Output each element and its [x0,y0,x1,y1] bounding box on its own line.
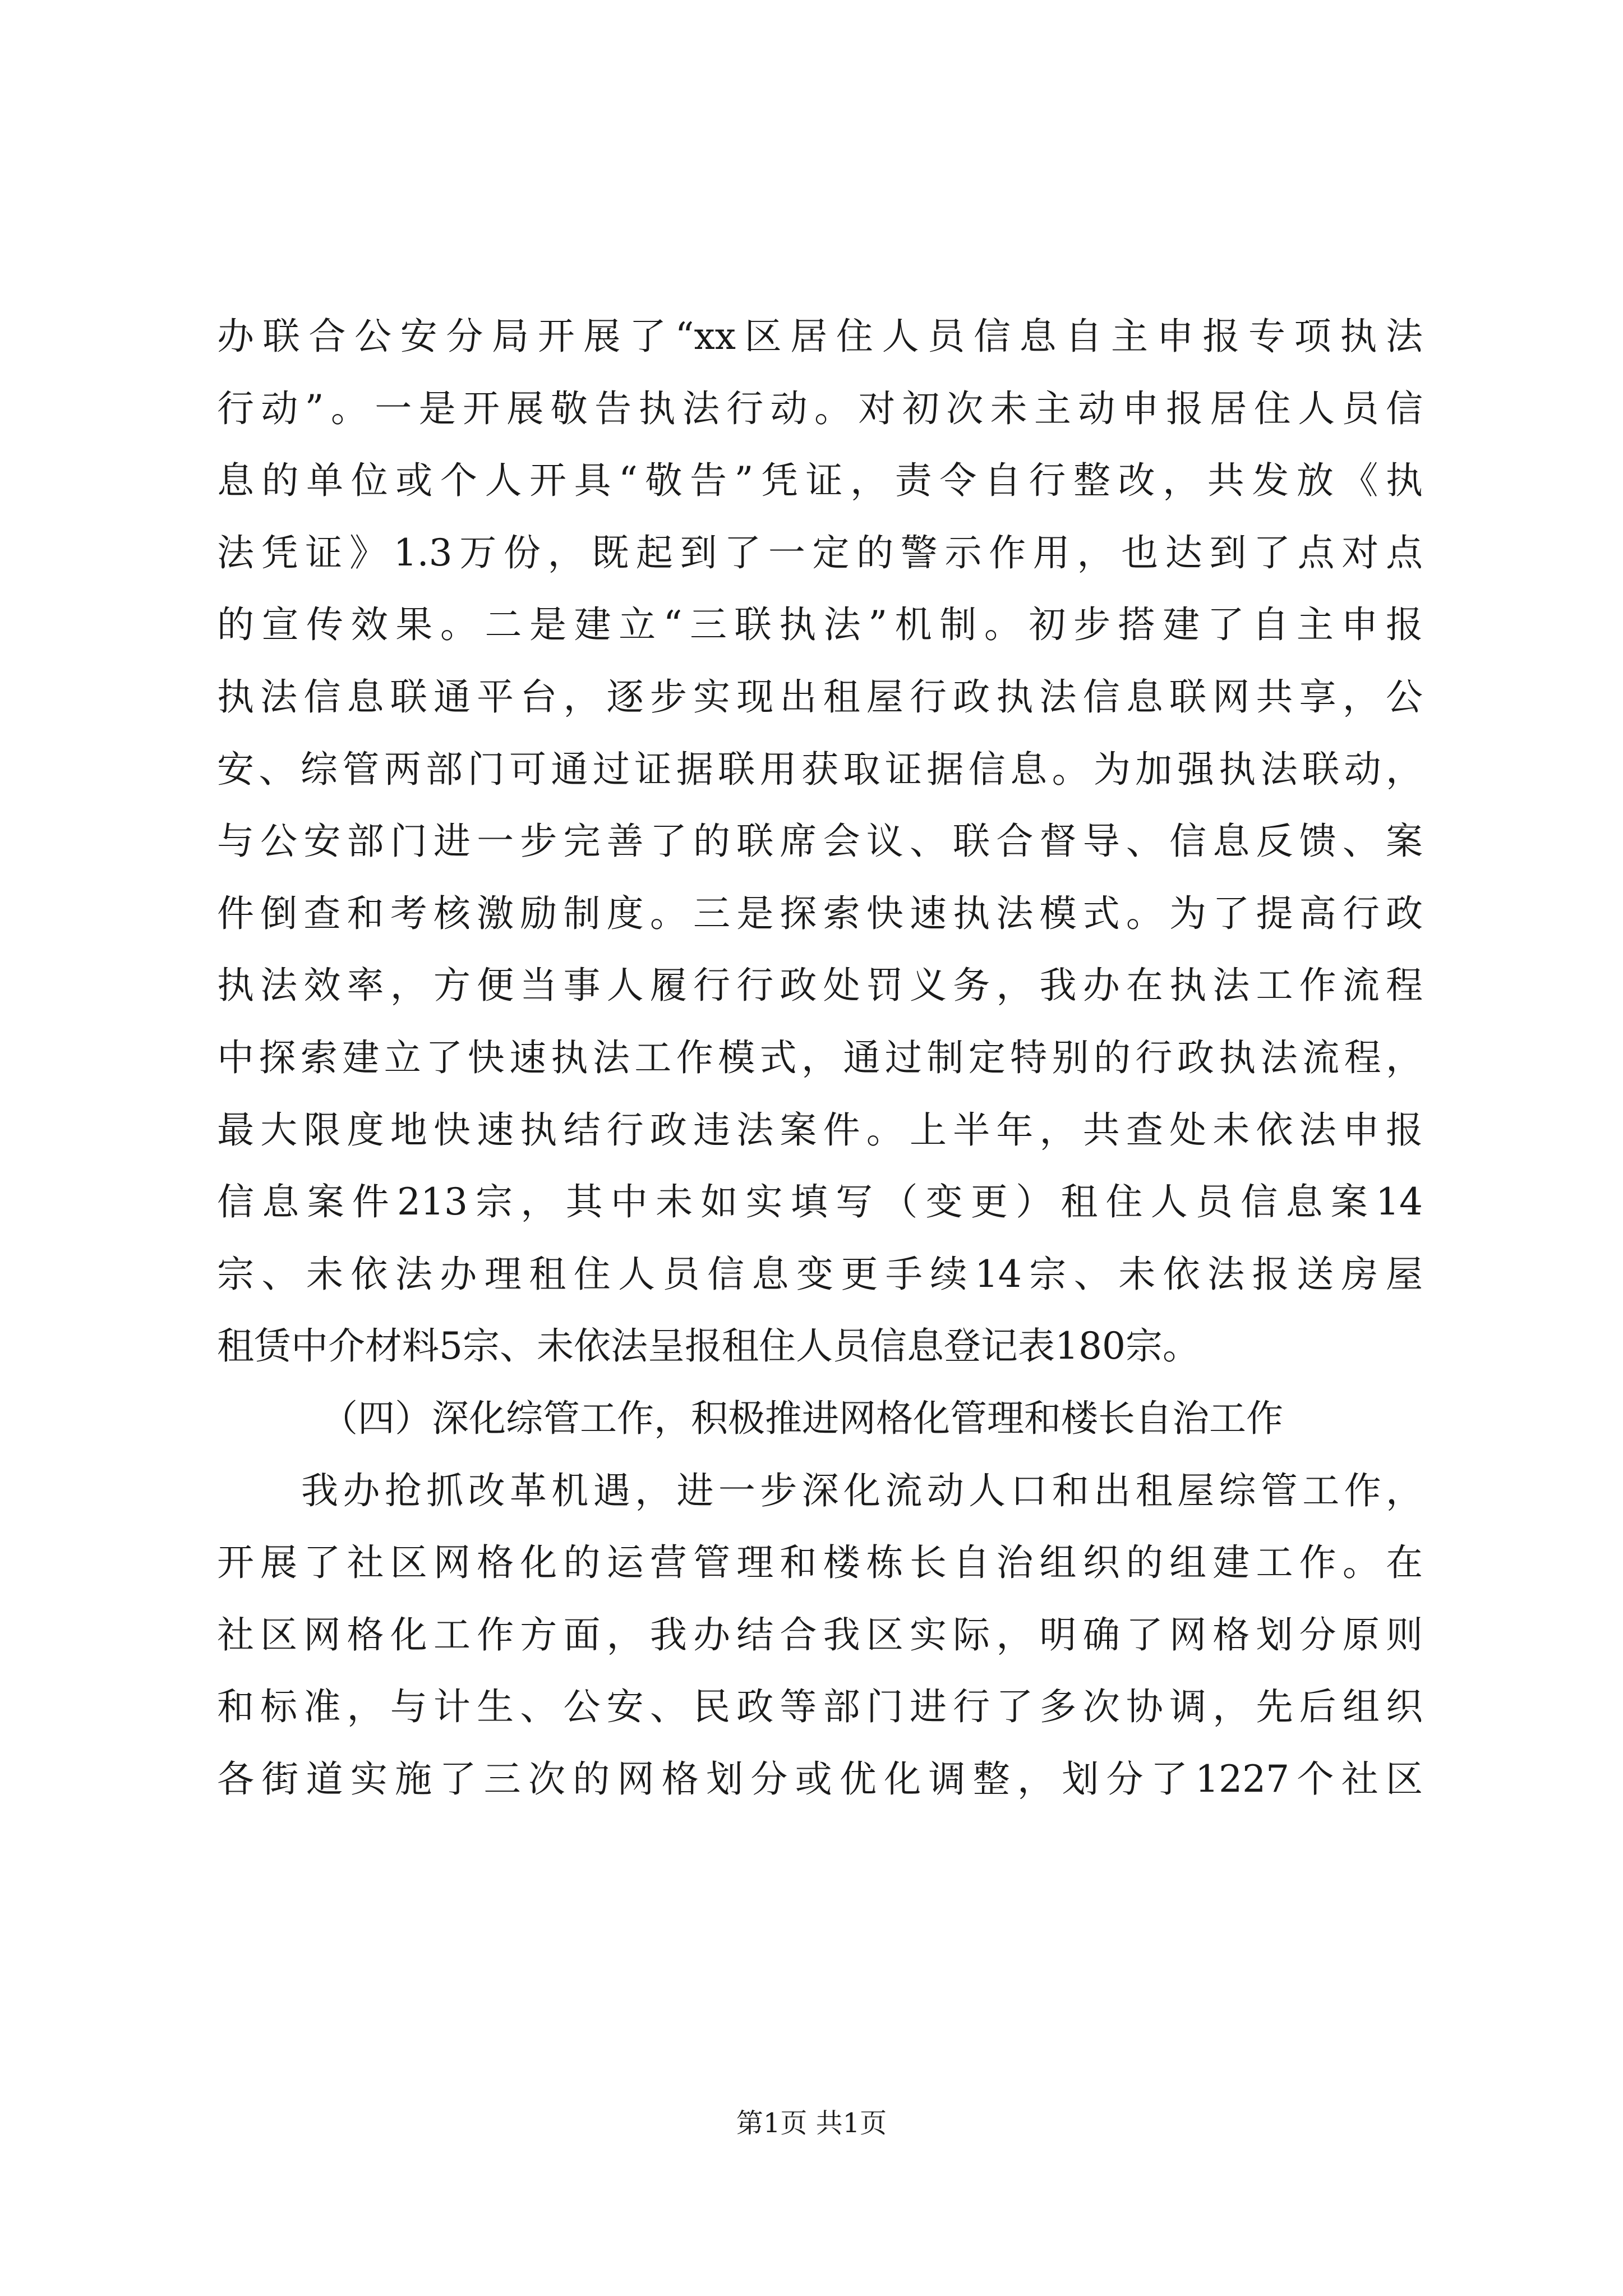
paragraph-line: 件倒查和考核激励制度。三是探索快速执法模式。为了提高行政 [217,891,1423,935]
paragraph-line: 息的单位或个人开具“敬告”凭证，责令自行整改，共发放《执 [217,459,1423,503]
paragraph-line: 执法信息联通平台，逐步实现出租屋行政执法信息联网共享，公 [217,675,1423,719]
paragraph-line: 执法效率，方便当事人履行行政处罚义务，我办在执法工作流程 [217,964,1423,1007]
paragraph-line: 法凭证》1.3万份，既起到了一定的警示作用，也达到了点对点 [217,531,1423,574]
page-footer [0,2106,1623,2140]
paragraph-line: 行动”。一是开展敬告执法行动。对初次未主动申报居住人员信 [217,386,1423,430]
paragraph-line: 各街道实施了三次的网格划分或优化调整，划分了1227个社区 [217,1757,1423,1801]
section-heading: （四）深化综管工作，积极推进网格化管理和楼长自治工作 [321,1396,1283,1440]
paragraph-line: 和标准，与计生、公安、民政等部门进行了多次协调，先后组织 [217,1685,1423,1729]
paragraph-line: 租赁中介材料5宗、未依法呈报租住人员信息登记表180宗。 [217,1324,1200,1368]
paragraph-line: 最大限度地快速执结行政违法案件。上半年，共查处未依法申报 [217,1108,1423,1152]
paragraph-line: 的宣传效果。二是建立“三联执法”机制。初步搭建了自主申报 [217,603,1423,647]
paragraph-line: 我办抢抓改革机遇，进一步深化流动人口和出租屋综管工作， [301,1469,1423,1512]
paragraph-line: 宗、未依法办理租住人员信息变更手续14宗、未依法报送房屋 [217,1252,1423,1296]
paragraph-line: 社区网格化工作方面，我办结合我区实际，明确了网格划分原则 [217,1613,1423,1657]
paragraph-line: 信息案件213宗，其中未如实填写（变更）租住人员信息案14 [217,1180,1423,1224]
paragraph-line: 与公安部门进一步完善了的联席会议、联合督导、信息反馈、案 [217,820,1423,863]
paragraph-line: 中探索建立了快速执法工作模式，通过制定特别的行政执法流程， [217,1036,1423,1079]
document-body [217,301,1423,1815]
paragraph-line: 办联合公安分局开展了“xx区居住人员信息自主申报专项执法 [217,315,1423,358]
page-number: 第1页 共1页 [736,2108,887,2139]
paragraph-line: 安、综管两部门可通过证据联用获取证据信息。为加强执法联动， [217,747,1423,791]
paragraph-line: 开展了社区网格化的运营管理和楼栋长自治组织的组建工作。在 [217,1541,1423,1585]
